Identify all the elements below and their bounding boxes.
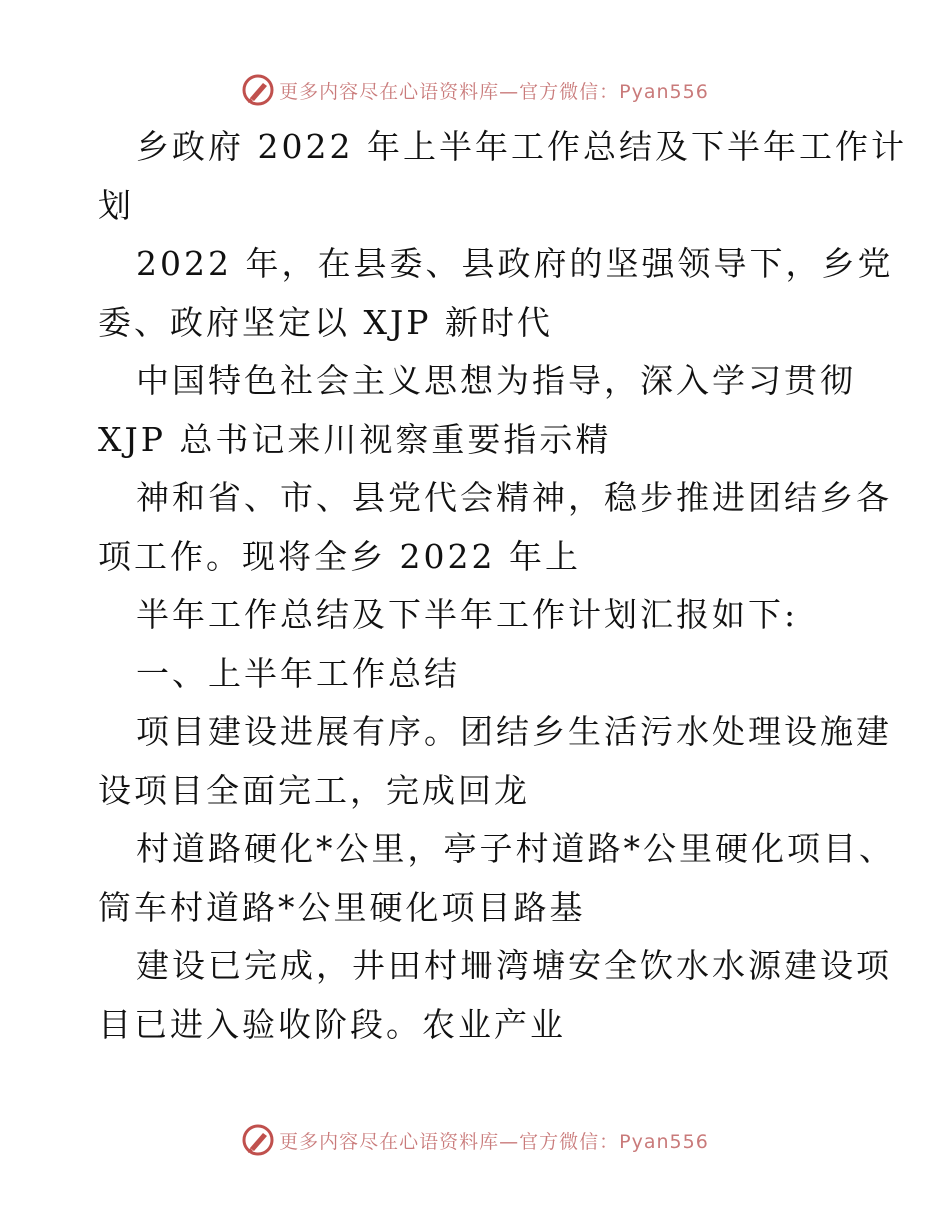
paragraph-line: 委、政府坚定以 XJP 新时代 xyxy=(98,302,553,342)
watermark-footer xyxy=(0,1120,950,1160)
section-heading: 一、上半年工作总结 xyxy=(136,653,460,693)
paragraph-line: 设项目全面完工，完成回龙 xyxy=(98,770,530,810)
watermark-text: 更多内容尽在心语资料库—官方微信：Pyan556 xyxy=(279,80,709,103)
pen-logo-icon xyxy=(241,1123,275,1157)
paragraph-line: 中国特色社会主义思想为指导，深入学习贯彻 xyxy=(136,361,856,400)
title-line-continued: 划 xyxy=(98,185,134,225)
watermark-text: 更多内容尽在心语资料库—官方微信：Pyan556 xyxy=(279,1130,709,1153)
watermark-header xyxy=(0,70,950,110)
paragraph-line: 村道路硬化*公里，亭子村道路*公里硬化项目、 xyxy=(136,829,895,868)
pen-logo-icon xyxy=(241,73,275,107)
paragraph-line: 半年工作总结及下半年工作计划汇报如下: xyxy=(136,595,799,634)
paragraph-line: 神和省、市、县党代会精神，稳步推进团结乡各 xyxy=(136,478,892,517)
paragraph-line: 项工作。现将全乡 2022 年上 xyxy=(98,536,581,576)
paragraph-line: 目已进入验收阶段。农业产业 xyxy=(98,1004,566,1044)
paragraph-line: 筒车村道路*公里硬化项目路基 xyxy=(98,887,586,927)
paragraph-line: 2022 年，在县委、县政府的坚强领导下，乡党 xyxy=(136,244,894,283)
document-body xyxy=(98,118,907,1054)
paragraph-line: 建设已完成，井田村𡊢湾塘安全饮水水源建设项 xyxy=(136,946,892,985)
paragraph-line: 项目建设进展有序。团结乡生活污水处理设施建 xyxy=(136,712,892,751)
paragraph-line: XJP 总书记来川视察重要指示精 xyxy=(98,419,612,459)
title-line: 乡政府 2022 年上半年工作总结及下半年工作计 xyxy=(136,127,907,166)
